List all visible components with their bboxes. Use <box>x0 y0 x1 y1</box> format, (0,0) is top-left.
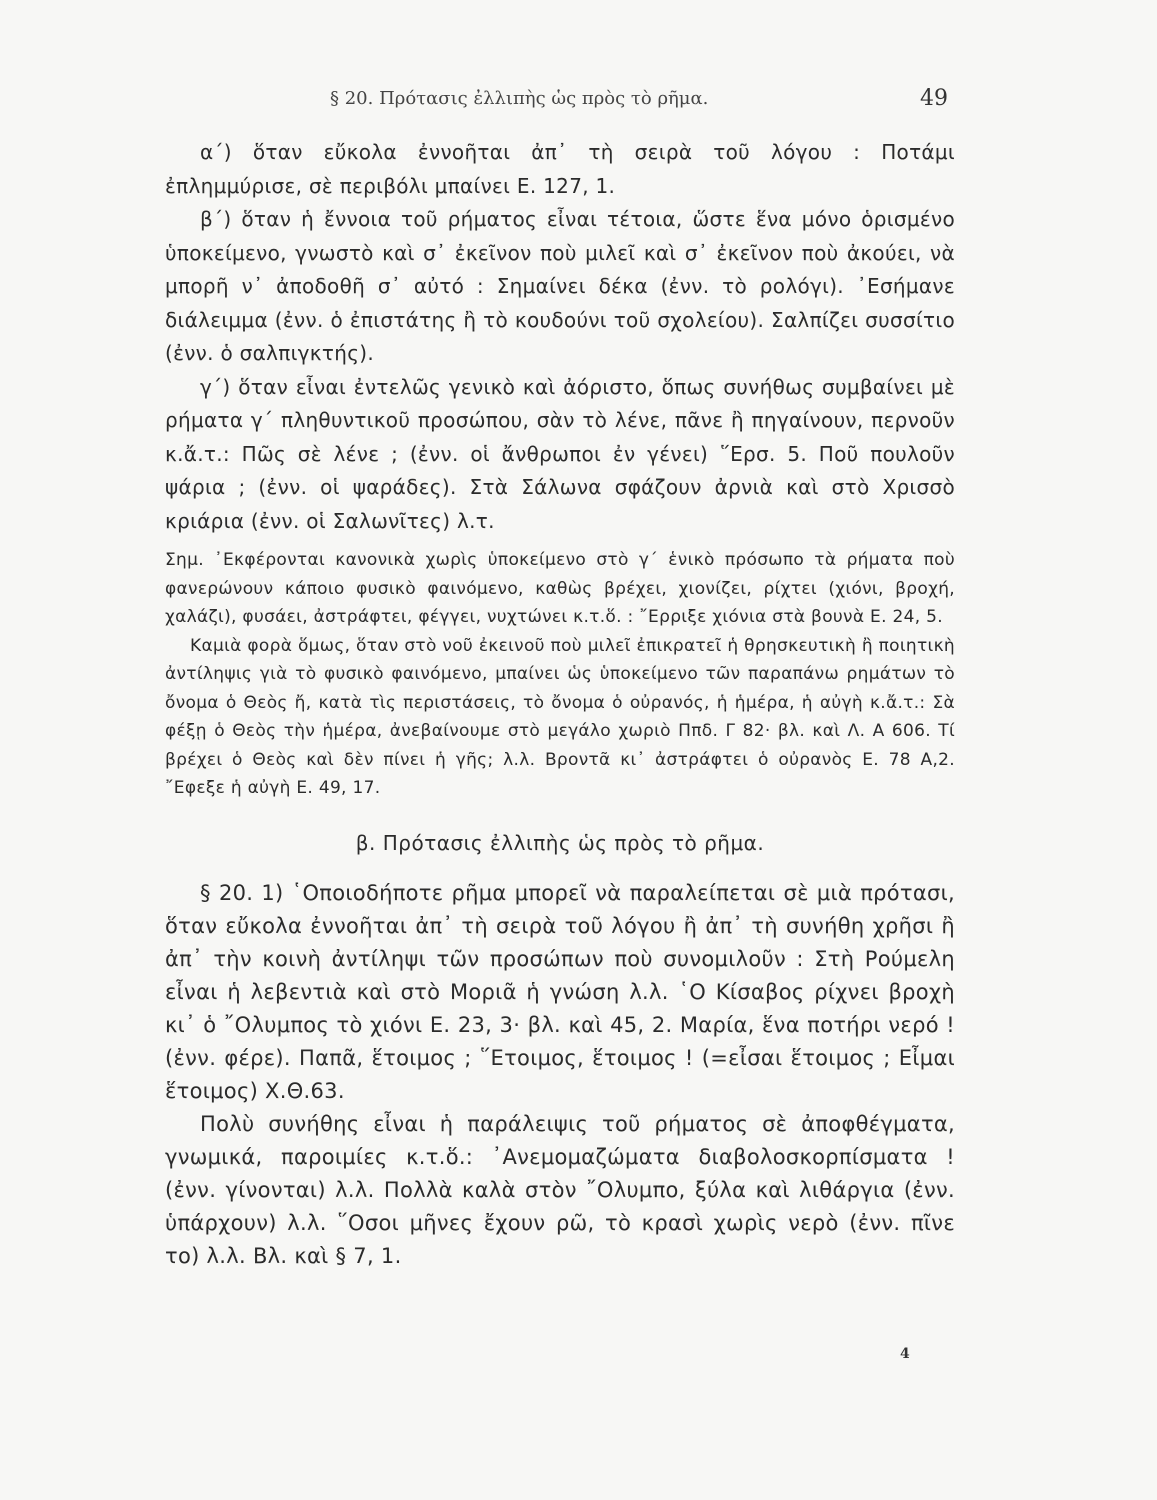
printer-signature: 4 <box>900 1346 910 1362</box>
body-text <box>165 136 955 1273</box>
section-heading: β. Πρότασις ἐλλιπὴς ὡς πρὸς τὸ ρῆμα. <box>355 830 765 855</box>
paragraph-alpha: α΄) ὅταν εὔκολα ἐννοῆται ἀπ᾿ τὴ σειρὰ τοῦ λόγου : Ποτάμι ἐπλημμύρισε, σὲ περιβόλι μπαίνει Ε. 127, 1. <box>165 140 955 198</box>
running-title: § 20. Πρότασις ἐλλιπὴς ὡς πρὸς τὸ ρῆμα. <box>330 88 709 109</box>
note-second: Καμιὰ φορὰ ὅμως, ὅταν στὸ νοῦ ἐκεινοῦ ποὺ μιλεῖ ἐπικρατεῖ ἡ θρησκευτικὴ ἢ ποιητικὴ ἀντίληψις γιὰ τὸ φυσικὸ φαινόμενο, μπαίνει ὡς ὑποκείμενο τῶν παραπάνω ρημάτων τὸ ὄνομα ὁ Θεὸς ἤ, κατὰ τὶς περιστάσεις, τὸ ὄνομα ὁ οὐρανός, ἡ ἡμέρα, ἡ αὐγὴ κ.ἄ.τ.: Σὰ φέξῃ ὁ Θεὸς τὴν ἡμέρα, ἀνεβαίνουμε στὸ μεγάλο χωριὸ Ππδ. Γ 82· βλ. καὶ Λ. Α 606. Τί βρέχει ὁ Θεὸς καὶ δὲν πίνει ἡ γῆς; λ.λ. Βροντᾶ κι᾿ ἀστράφτει ὁ οὐρανὸς Ε. 78 Α,2. ῎Εφεξε ἡ αὐγὴ Ε. 49, 17. <box>165 635 955 798</box>
paragraph-gamma: γ΄) ὅταν εἶναι ἐντελῶς γενικὸ καὶ ἀόριστο, ὅπως συνήθως συμβαίνει μὲ ρήματα γ΄ πληθυντικοῦ προσώπου, σὰν τὸ λένε, πᾶνε ἢ πηγαίνουν, περνοῦν κ.ἄ.τ.: Πῶς σὲ λένε ; (ἐνν. οἱ ἄνθρωποι ἐν γένει) ῞Ερσ. 5. Ποῦ πουλοῦν ψάρια ; (ἐνν. οἱ ψαράδες). Στὰ Σάλωνα σφάζουν ἀρνιὰ καὶ στὸ Χρισσὸ κριάρια (ἐνν. οἱ Σαλωνῖτες) λ.τ. <box>165 374 955 533</box>
note-block <box>165 546 955 803</box>
section-paragraph-1: § 20. 1) ῾Οποιοδήποτε ρῆμα μπορεῖ νὰ παραλείπεται σὲ μιὰ πρότασι, ὅταν εὔκολα ἐννοῆται ἀπ᾿ τὴ σειρὰ τοῦ λόγου ἢ ἀπ᾿ τὴ συνήθη χρῆσι ἢ ἀπ᾿ τὴν κοινὴ ἀντίληψι τῶν προσώπων ποὺ συνομιλοῦν : Στὴ Ρούμελη εἶναι ἡ λεβεντιὰ καὶ στὸ Μοριᾶ ἡ γνώση λ.λ. ῾Ο Κίσαβος ρίχνει βροχὴ κι᾿ ὁ ῎Ολυμπος τὸ χιόνι Ε. 23, 3· βλ. καὶ 45, 2. Μαρία, ἕνα ποτήρι νερό ! (ἐνν. φέρε). Παπᾶ, ἕτοιμος ; ῞Ετοιμος, ἕτοιμος ! (=εἶσαι ἕτοιμος ; Εἶμαι ἕτοιμος) Χ.Θ.63. <box>165 880 955 1103</box>
paragraph-beta: β΄) ὅταν ἡ ἔννοια τοῦ ρήματος εἶναι τέτοια, ὥστε ἕνα μόνο ὁρισμένο ὑποκείμενο, γνωστὸ καὶ σ᾿ ἐκεῖνον ποὺ μιλεῖ καὶ σ᾿ ἐκεῖνον ποὺ ἀκούει, νὰ μπορῆ ν᾿ ἀποδοθῆ σ᾿ αὐτό : Σημαίνει δέκα (ἐνν. τὸ ρολόγι). ᾿Εσήμανε διάλειμμα (ἐνν. ὁ ἐπιστάτης ἢ τὸ κουδούνι τοῦ σχολείου). Σαλπίζει συσσίτιο (ἐνν. ὁ σαλπιγκτής). <box>165 207 955 365</box>
note-main: Σημ. ᾿Εκφέρονται κανονικὰ χωρὶς ὑποκείμενο στὸ γ΄ ἑνικὸ πρόσωπο τὰ ρήματα ποὺ φανερώνουν κάποιο φυσικὸ φαινόμενο, καθὼς βρέχει, χιονίζει, ρίχτει (χιόνι, βροχή, χαλάζι), φυσάει, ἀστράφτει, φέγγει, νυχτώνει κ.τ.ὅ. : ῎Ερριξε χιόνια στὰ βουνὰ Ε. 24, 5. <box>165 550 955 627</box>
section-block <box>165 877 955 1273</box>
section-paragraph-2: Πολὺ συνήθης εἶναι ἡ παράλειψις τοῦ ρήματος σὲ ἀποφθέγματα, γνωμικά, παροιμίες κ.τ.ὅ.: ᾿Ανεμομαζώματα διαβολοσκορπίσματα ! (ἐνν. γίνονται) λ.λ. Πολλὰ καλὰ στὸν ῎Ολυμπο, ξύλα καὶ λιθάργια (ἐνν. ὑπάρχουν) λ.λ. ῞Οσοι μῆνες ἔχουν ρῶ, τὸ κρασὶ χωρὶς νερὸ (ἐνν. πῖνε το) λ.λ. Βλ. καὶ § 7, 1. <box>165 1111 955 1268</box>
page-number: 49 <box>920 86 948 111</box>
